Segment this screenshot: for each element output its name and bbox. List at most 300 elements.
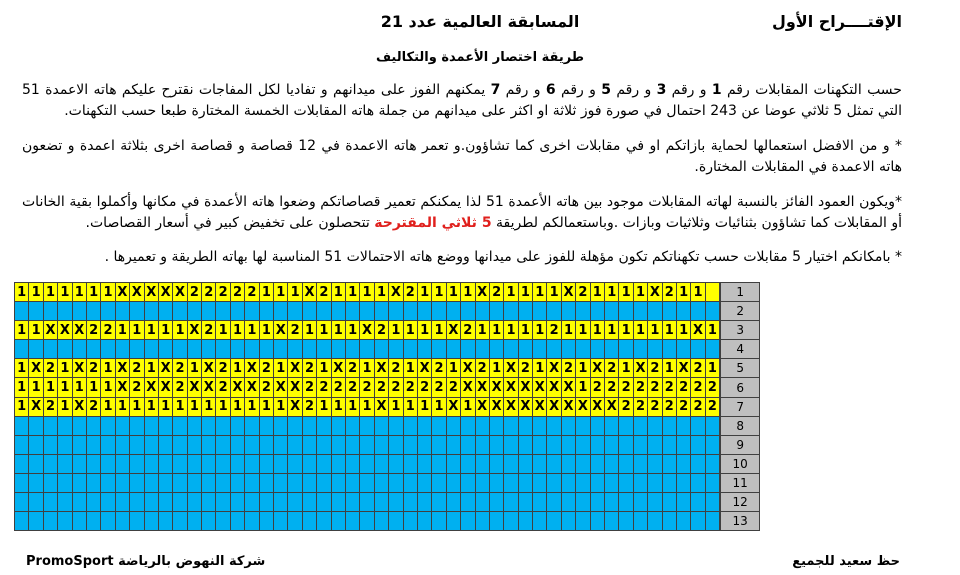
grid-cell: X — [43, 321, 57, 340]
grid-cell — [705, 435, 720, 454]
company-name: PromoSport شركة النهوض بالرياضة — [26, 554, 266, 569]
grid-cell: X — [504, 359, 518, 378]
grid-cell — [360, 512, 374, 531]
grid-cell — [86, 416, 100, 435]
grid-cell — [633, 473, 647, 492]
grid-cell — [705, 302, 720, 321]
grid-cell — [274, 493, 288, 512]
grid-cell: 1 — [15, 283, 29, 302]
grid-cell: X — [576, 397, 590, 416]
grid-cell — [317, 454, 331, 473]
grid-cell: X — [374, 359, 388, 378]
grid-cell — [86, 454, 100, 473]
grid-cell — [489, 435, 503, 454]
grid-cell — [533, 454, 547, 473]
grid-cell — [475, 473, 489, 492]
grid-cell — [576, 493, 590, 512]
grid-cell — [58, 340, 72, 359]
grid-cell: X — [173, 283, 187, 302]
grid-cell: 1 — [518, 321, 532, 340]
grid-cell — [446, 435, 460, 454]
grid-cell — [619, 340, 633, 359]
grid-cell: 1 — [230, 321, 244, 340]
grid-cell: 1 — [662, 359, 676, 378]
grid-cell — [58, 435, 72, 454]
grid-cell: X — [691, 321, 705, 340]
grid-cell: 1 — [230, 359, 244, 378]
grid-cell — [158, 435, 172, 454]
grid-cell: 2 — [662, 378, 676, 397]
row-number: 5 — [720, 359, 760, 378]
grid-cell: 1 — [345, 397, 359, 416]
grid-cell: X — [446, 321, 460, 340]
row-number: 8 — [720, 416, 760, 435]
grid-cell — [115, 473, 129, 492]
grid-cell — [43, 473, 57, 492]
grid-cell: 2 — [374, 378, 388, 397]
grid-cell — [633, 493, 647, 512]
grid-cell: 2 — [245, 283, 259, 302]
grid-cell: 2 — [518, 359, 532, 378]
grid-cell: X — [533, 378, 547, 397]
grid-cell — [158, 454, 172, 473]
grid-cell: 1 — [317, 321, 331, 340]
grid-cell — [518, 493, 532, 512]
grid-cell — [432, 512, 446, 531]
grid-cell: 2 — [547, 321, 561, 340]
grid-cell — [446, 493, 460, 512]
grid-cell: 1 — [547, 283, 561, 302]
grid-cell — [605, 512, 619, 531]
grid-cell — [173, 435, 187, 454]
grid-cell: 1 — [633, 321, 647, 340]
grid-cell: 2 — [676, 397, 690, 416]
grid-cell — [86, 512, 100, 531]
grid-cell: X — [187, 321, 201, 340]
row-number: 2 — [720, 302, 760, 321]
grid-cell — [144, 454, 158, 473]
grid-cell — [43, 454, 57, 473]
grid-cell: 1 — [489, 321, 503, 340]
grid-row — [15, 473, 760, 492]
grid-cell — [605, 493, 619, 512]
grid-cell: 1 — [144, 321, 158, 340]
grid-cell — [345, 473, 359, 492]
grid-cell: 2 — [317, 283, 331, 302]
grid-cell — [461, 512, 475, 531]
grid-cell — [374, 302, 388, 321]
grid-cell — [705, 283, 720, 302]
grid-cell — [676, 416, 690, 435]
grid-cell — [389, 454, 403, 473]
grid-cell — [345, 340, 359, 359]
grid-cell — [86, 493, 100, 512]
grid-cell — [446, 473, 460, 492]
grid-cell — [561, 473, 575, 492]
grid-cell: 1 — [72, 283, 86, 302]
grid-cell — [187, 340, 201, 359]
grid-cell — [374, 493, 388, 512]
grid-cell: 2 — [317, 378, 331, 397]
grid-cell — [403, 302, 417, 321]
grid-cell — [705, 340, 720, 359]
grid-cell: X — [187, 378, 201, 397]
grid-cell — [302, 416, 316, 435]
grid-cell: 2 — [43, 359, 57, 378]
grid-cell — [605, 302, 619, 321]
grid-cell — [533, 416, 547, 435]
grid-cell — [302, 473, 316, 492]
grid-cell — [662, 340, 676, 359]
grid-cell: 2 — [202, 321, 216, 340]
grid-cell — [533, 473, 547, 492]
grid-cell — [15, 454, 29, 473]
grid-cell — [29, 493, 43, 512]
grid-cell: 1 — [590, 321, 604, 340]
grid-cell: 1 — [561, 321, 575, 340]
grid-cell: 1 — [245, 397, 259, 416]
grid-cell — [345, 435, 359, 454]
grid-cell — [144, 435, 158, 454]
grid-cell — [417, 416, 431, 435]
grid-cell: 2 — [43, 397, 57, 416]
grid-cell: 1 — [619, 359, 633, 378]
paragraph-2: * و من الافضل استعمالها لحماية بازاتكم او في مقابلات اخرى كما تشاؤون.و تعمر هاته الاعمدة في 12 قصاصة و قصاصة اخرى بثلاثة اعمدة و تضعون هاته الاعمدة في المقابلات المختارة. — [22, 138, 902, 175]
grid-cell: 2 — [187, 283, 201, 302]
grid-cell: X — [417, 359, 431, 378]
grid-cell — [403, 340, 417, 359]
grid-cell — [633, 340, 647, 359]
grid-cell — [676, 512, 690, 531]
grid-cell: 1 — [705, 321, 720, 340]
grid-cell — [216, 454, 230, 473]
grid-cell: 1 — [633, 283, 647, 302]
row-number: 3 — [720, 321, 760, 340]
grid-cell: 1 — [43, 378, 57, 397]
grid-cell: X — [58, 321, 72, 340]
grid-cell — [101, 512, 115, 531]
grid-cell: 1 — [216, 321, 230, 340]
grid-cell: 1 — [158, 321, 172, 340]
grid-cell — [504, 340, 518, 359]
grid-cell — [288, 454, 302, 473]
grid-row — [15, 283, 760, 302]
grid-cell: 1 — [576, 321, 590, 340]
grid-cell: 1 — [662, 321, 676, 340]
grid-cell: X — [29, 397, 43, 416]
grid-cell: 2 — [130, 378, 144, 397]
grid-cell — [86, 473, 100, 492]
grid-cell — [475, 435, 489, 454]
grid-cell — [43, 340, 57, 359]
grid-cell — [274, 416, 288, 435]
grid-cell: 1 — [590, 283, 604, 302]
grid-cell — [374, 416, 388, 435]
grid-cell — [360, 473, 374, 492]
grid-cell — [691, 302, 705, 321]
grid-cell — [302, 454, 316, 473]
grid-cell — [158, 473, 172, 492]
grid-cell: 2 — [691, 397, 705, 416]
grid-cell — [331, 512, 345, 531]
grid-cell — [590, 302, 604, 321]
grid-cell: X — [360, 321, 374, 340]
grid-cell: X — [288, 378, 302, 397]
grid-cell: 1 — [58, 283, 72, 302]
grid-cell — [245, 473, 259, 492]
grid-cell — [605, 416, 619, 435]
grid-row — [15, 378, 760, 397]
grid-cell: 1 — [101, 283, 115, 302]
grid-cell — [345, 493, 359, 512]
grid-cell — [489, 473, 503, 492]
grid-cell: 1 — [345, 283, 359, 302]
highlight-method: 5 ثلاثي المقترحة — [374, 215, 492, 231]
grid-cell — [518, 302, 532, 321]
grid-cell: X — [475, 397, 489, 416]
grid-cell — [345, 454, 359, 473]
grid-cell — [15, 493, 29, 512]
grid-cell: 1 — [101, 359, 115, 378]
grid-cell — [676, 473, 690, 492]
grid-cell — [187, 302, 201, 321]
grid-cell: 2 — [705, 397, 720, 416]
grid-cell — [389, 435, 403, 454]
grid-cell: 1 — [58, 378, 72, 397]
grid-cell — [547, 493, 561, 512]
grid-cell: X — [29, 359, 43, 378]
grid-cell — [403, 435, 417, 454]
grid-cell: 1 — [15, 359, 29, 378]
grid-cell: X — [633, 359, 647, 378]
grid-cell — [489, 493, 503, 512]
grid-cell: X — [461, 359, 475, 378]
grid-cell: X — [489, 397, 503, 416]
grid-cell: X — [331, 359, 345, 378]
grid-cell — [389, 493, 403, 512]
grid-cell — [302, 435, 316, 454]
grid-cell — [43, 302, 57, 321]
grid-cell — [331, 340, 345, 359]
grid-cell: X — [302, 283, 316, 302]
grid-cell — [202, 302, 216, 321]
grid-cell — [417, 340, 431, 359]
grid-cell — [518, 454, 532, 473]
grid-cell — [489, 512, 503, 531]
grid-cell — [547, 302, 561, 321]
grid-cell: X — [72, 397, 86, 416]
grid-cell — [317, 416, 331, 435]
grid-cell — [360, 435, 374, 454]
grid-cell: X — [115, 359, 129, 378]
grid-cell: 2 — [676, 378, 690, 397]
grid-cell — [461, 340, 475, 359]
grid-cell — [403, 473, 417, 492]
grid-cell — [29, 435, 43, 454]
grid-cell — [245, 302, 259, 321]
grid-cell — [288, 493, 302, 512]
grid-cell — [547, 416, 561, 435]
grid-cell: 2 — [345, 359, 359, 378]
grid-cell — [389, 302, 403, 321]
grid-cell: 1 — [202, 397, 216, 416]
grid-cell — [130, 416, 144, 435]
grid-cell — [417, 493, 431, 512]
grid-cell — [202, 512, 216, 531]
grid-cell — [461, 473, 475, 492]
grid-cell: 2 — [389, 378, 403, 397]
grid-cell — [374, 512, 388, 531]
grid-cell — [230, 493, 244, 512]
grid-cell: X — [518, 378, 532, 397]
grid-cell — [302, 340, 316, 359]
row-number: 4 — [720, 340, 760, 359]
grid-cell — [230, 340, 244, 359]
grid-cell — [691, 493, 705, 512]
grid-cell: 1 — [86, 283, 100, 302]
grid-cell — [317, 435, 331, 454]
grid-cell: 1 — [331, 283, 345, 302]
grid-cell — [504, 512, 518, 531]
grid-cell: 2 — [202, 283, 216, 302]
grid-cell — [518, 512, 532, 531]
grid-cell — [216, 302, 230, 321]
grid-cell — [576, 473, 590, 492]
grid-cell: 1 — [619, 321, 633, 340]
grid-cell: 1 — [115, 321, 129, 340]
paragraph-4: * بامكانكم اختيار 5 مقابلات حسب تكهناتكم تكون مؤهلة للفوز على ميدانها ووضع هاته الاحتمالات 51 المناسبة لها بهاته الطريقة و تعميرها . — [104, 249, 902, 265]
grid-cell: 1 — [58, 359, 72, 378]
grid-cell — [245, 435, 259, 454]
grid-cell: X — [518, 397, 532, 416]
grid-cell — [230, 512, 244, 531]
grid-cell — [633, 435, 647, 454]
grid-cell — [130, 512, 144, 531]
grid-cell: 2 — [461, 321, 475, 340]
grid-cell: 2 — [446, 378, 460, 397]
grid-cell — [590, 473, 604, 492]
grid-cell — [417, 512, 431, 531]
grid-cell: 2 — [633, 397, 647, 416]
grid-cell — [15, 302, 29, 321]
grid-cell: 1 — [259, 397, 273, 416]
grid-cell — [230, 416, 244, 435]
grid-cell — [389, 473, 403, 492]
grid-cell: 1 — [173, 397, 187, 416]
grid-row — [15, 321, 760, 340]
grid-cell — [633, 512, 647, 531]
grid-cell — [605, 473, 619, 492]
grid-cell — [187, 473, 201, 492]
grid-cell: 2 — [432, 359, 446, 378]
grid-cell — [705, 493, 720, 512]
grid-cell: 1 — [576, 378, 590, 397]
grid-cell — [461, 435, 475, 454]
grid-cell — [533, 302, 547, 321]
grid-cell: 1 — [691, 283, 705, 302]
grid-cell: 1 — [403, 397, 417, 416]
grid-cell — [259, 302, 273, 321]
page-subtitle: طريقة اختصار الأعمدة والتكاليف — [375, 50, 585, 65]
grid-cell: 1 — [72, 378, 86, 397]
grid-cell: X — [676, 359, 690, 378]
grid-cell — [245, 493, 259, 512]
grid-cell — [662, 493, 676, 512]
grid-cell — [633, 454, 647, 473]
grid-cell — [101, 302, 115, 321]
grid-cell: 1 — [101, 378, 115, 397]
grid-cell — [403, 512, 417, 531]
grid-cell — [475, 302, 489, 321]
grid-cell — [475, 493, 489, 512]
grid-cell: 1 — [533, 283, 547, 302]
grid-cell — [561, 512, 575, 531]
grid-cell: 1 — [15, 378, 29, 397]
grid-cell — [216, 340, 230, 359]
grid-row — [15, 359, 760, 378]
grid-cell — [676, 340, 690, 359]
grid-cell — [29, 473, 43, 492]
grid-cell — [605, 454, 619, 473]
grid-cell: X — [230, 378, 244, 397]
grid-cell: 2 — [403, 378, 417, 397]
grid-cell: 2 — [619, 378, 633, 397]
grid-cell — [374, 473, 388, 492]
grid-cell — [389, 416, 403, 435]
grid-cell — [43, 512, 57, 531]
grid-row — [15, 435, 760, 454]
grid-cell — [130, 454, 144, 473]
grid-cell — [331, 416, 345, 435]
grid-cell: 1 — [86, 378, 100, 397]
grid-cell: 1 — [676, 283, 690, 302]
grid-cell — [504, 493, 518, 512]
grid-cell — [86, 435, 100, 454]
grid-cell: 1 — [245, 321, 259, 340]
grid-cell — [432, 435, 446, 454]
grid-cell — [648, 473, 662, 492]
grid-cell — [374, 435, 388, 454]
grid-cell — [173, 416, 187, 435]
grid-cell — [561, 416, 575, 435]
grid-cell: 2 — [605, 359, 619, 378]
grid-cell: 1 — [676, 321, 690, 340]
grid-cell — [345, 302, 359, 321]
grid-cell: X — [590, 359, 604, 378]
grid-cell — [331, 473, 345, 492]
grid-cell — [101, 435, 115, 454]
grid-cell — [461, 493, 475, 512]
grid-cell: 1 — [489, 359, 503, 378]
grid-cell — [590, 340, 604, 359]
grid-cell — [15, 512, 29, 531]
grid-cell: 2 — [345, 378, 359, 397]
grid-cell — [374, 454, 388, 473]
grid-cell — [489, 454, 503, 473]
grid-cell — [547, 512, 561, 531]
grid-cell — [274, 302, 288, 321]
grid-cell — [29, 340, 43, 359]
grid-cell — [590, 435, 604, 454]
grid-cell — [432, 473, 446, 492]
grid-cell — [360, 454, 374, 473]
grid-cell: X — [115, 378, 129, 397]
grid-cell — [216, 473, 230, 492]
grid-cell — [518, 473, 532, 492]
grid-cell — [475, 454, 489, 473]
grid-cell — [274, 435, 288, 454]
grid-cell — [72, 512, 86, 531]
